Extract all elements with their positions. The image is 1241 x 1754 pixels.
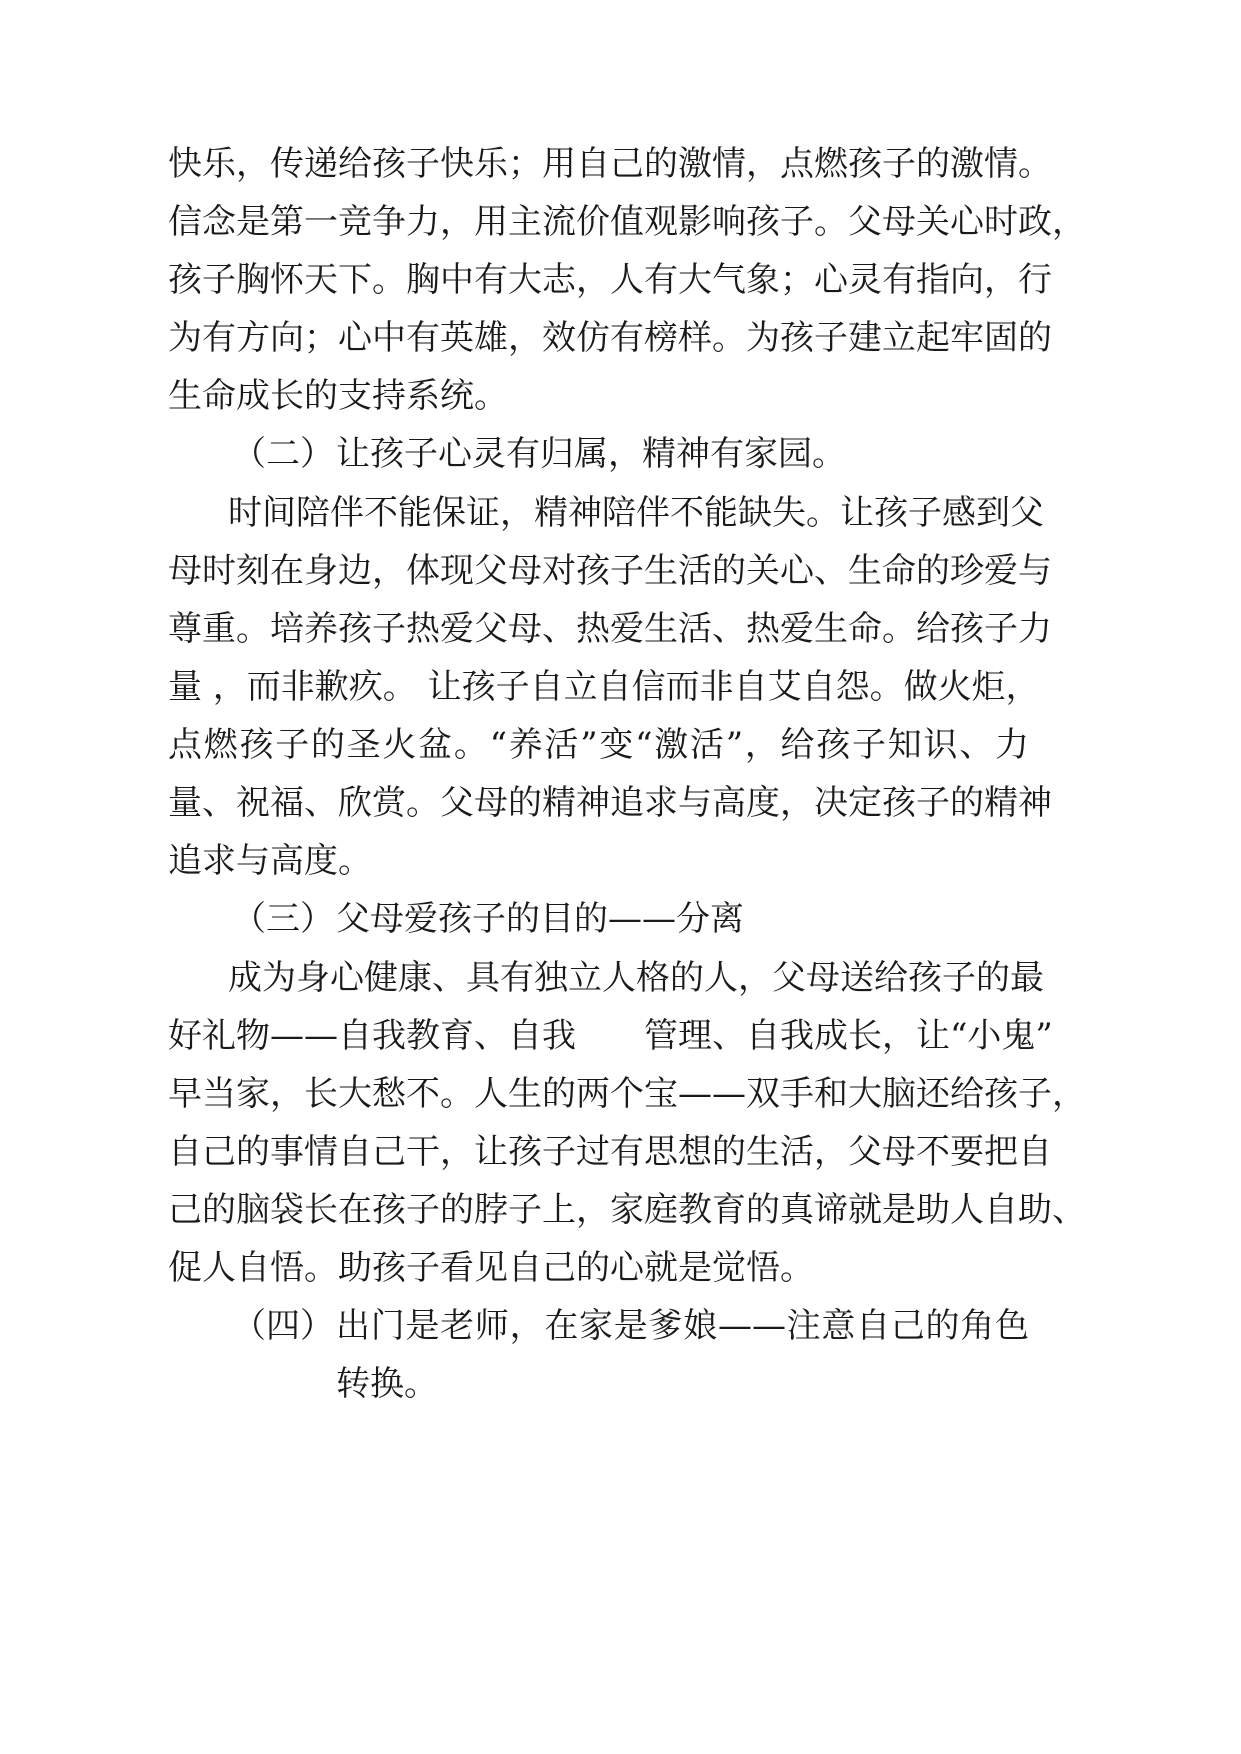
paragraph-1-line-3: 孩子胸怀天下。胸中有大志，人有大气象；心灵有指向，行: [168, 260, 1052, 300]
paragraph-3-line-3: 早当家，长大愁不。人生的两个宝——双手和大脑还给孩子，: [168, 1074, 1086, 1114]
paragraph-2-line-3: 尊重。培养孩子热爱父母、热爱生活、热爱生命。给孩子力: [168, 609, 1052, 649]
paragraph-1-line-5: 生命成长的支持系统。: [168, 376, 508, 416]
paragraph-3-line-1: 成为身心健康、具有独立人格的人，父母送给孩子的最: [228, 958, 1044, 998]
heading-3-number: （三）: [232, 899, 334, 939]
heading-2-text: 让孩子心灵有归属，精神有家园。: [336, 434, 846, 474]
paragraph-3-line-4: 自己的事情自己干，让孩子过有思想的生活，父母不要把自: [168, 1132, 1052, 1172]
paragraph-2-line-5: 点燃孩子的圣火盆。“养活”变“激活”，给孩子知识、力: [168, 725, 1029, 765]
paragraph-1-line-4: 为有方向；心中有英雄，效仿有榜样。为孩子建立起牢固的: [168, 318, 1052, 358]
paragraph-3-line-6: 促人自悟。助孩子看见自己的心就是觉悟。: [168, 1248, 814, 1288]
paragraph-3-line-2: 好礼物——自我教育、自我 管理、自我成长，让“小鬼”: [168, 1016, 1053, 1056]
paragraph-2-line-1: 时间陪伴不能保证，精神陪伴不能缺失。让孩子感到父: [228, 493, 1044, 533]
paragraph-3-line-5: 己的脑袋长在孩子的脖子上，家庭教育的真谛就是助人自助、: [168, 1190, 1086, 1230]
paragraph-2-line-2: 母时刻在身边，体现父母对孩子生活的关心、生命的珍爱与: [168, 551, 1052, 591]
heading-4-number: （四）: [232, 1306, 334, 1346]
paragraph-2-line-6: 量、祝福、欣赏。父母的精神追求与高度，决定孩子的精神: [168, 783, 1052, 823]
heading-4-line-2: 转换。: [336, 1364, 438, 1404]
heading-4-line-1: 出门是老师，在家是爹娘——注意自己的角色: [336, 1306, 1029, 1346]
paragraph-2-line-7: 追求与高度。: [168, 841, 372, 881]
heading-3-text: 父母爱孩子的目的——分离: [336, 899, 744, 939]
heading-2-number: （二）: [232, 434, 334, 474]
paragraph-1-line-1: 快乐，传递给孩子快乐；用自己的激情，点燃孩子的激情。: [168, 144, 1052, 184]
paragraph-2-line-4: 量 ，而非歉疚。 让孩子自立自信而非自艾自怨。做火炬，: [168, 667, 1040, 707]
paragraph-1-line-2: 信念是第一竞争力，用主流价值观影响孩子。父母关心时政，: [168, 202, 1086, 242]
